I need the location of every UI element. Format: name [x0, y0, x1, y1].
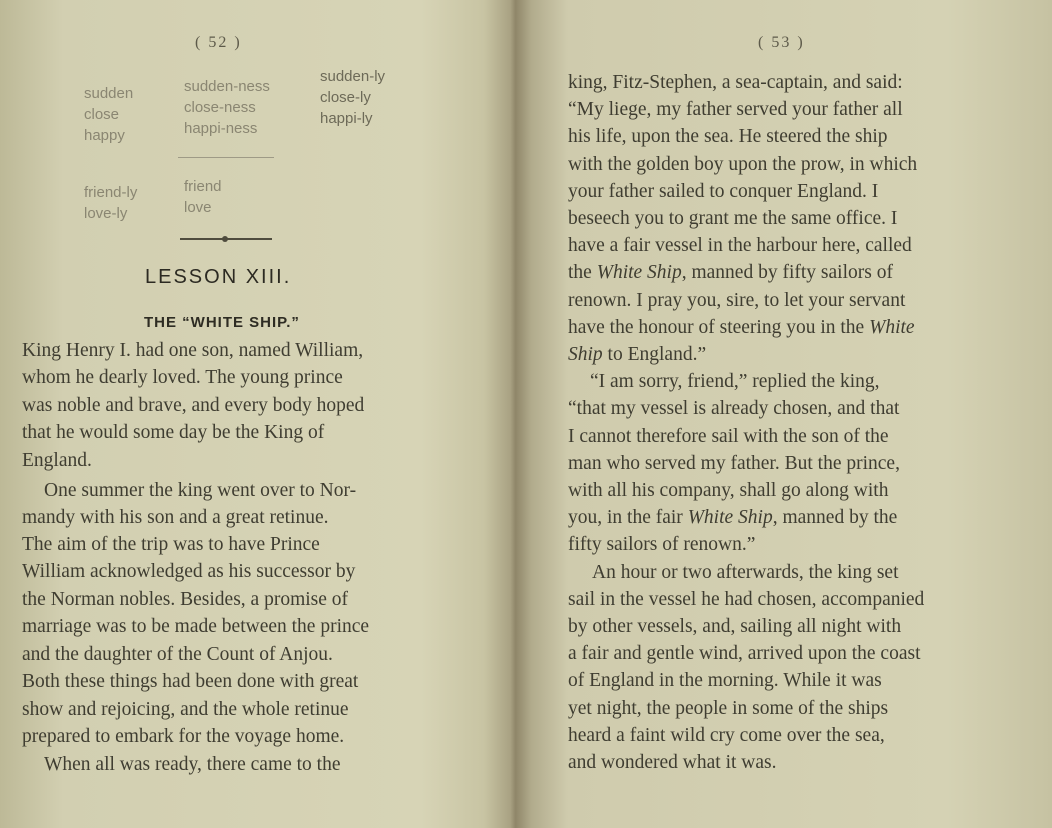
word: close-ness [184, 99, 256, 116]
text-line [568, 670, 882, 692]
word-list-column [84, 182, 137, 224]
text-line [568, 262, 893, 284]
text-line [568, 290, 905, 312]
word: close-ly [320, 89, 371, 106]
text-span: “I am sorry, friend,” replied the king, [590, 371, 880, 393]
text-line [568, 698, 888, 720]
text-span: , manned by the [772, 507, 898, 529]
word-list-column [184, 76, 270, 139]
text-line [568, 208, 897, 230]
text-span: by other vessels, and, sailing all night with [568, 616, 902, 637]
text-span: the [568, 262, 597, 284]
text-span: I cannot therefore sail with the son of the [568, 425, 889, 447]
word: close [84, 106, 120, 123]
text-line [568, 752, 776, 774]
text-span: of England in the morning. While it was [568, 670, 882, 692]
text-line: King Henry I. had one son, named William, [22, 340, 364, 361]
text-line [568, 235, 912, 257]
text-line: When all was ready, there came to the [44, 754, 341, 775]
text-line [568, 154, 917, 176]
word: love-ly [84, 205, 128, 222]
italic-text: Ship [568, 344, 603, 365]
right-page [520, 0, 1052, 828]
text-line [568, 643, 921, 665]
text-line: prepared to embark for the voyage home. [22, 726, 345, 747]
page-number: ( 53 ) [758, 34, 805, 51]
italic-text: White Ship [687, 507, 773, 529]
text-span: and wondered what it was. [568, 752, 777, 773]
text-span: “My liege, my father served your father all [568, 99, 903, 121]
text-line: and the daughter of the Count of Anjou. [22, 644, 333, 665]
word: happy [84, 127, 125, 144]
word: sudden-ness [184, 78, 270, 95]
text-span: “that my vessel is already chosen, and that [568, 398, 900, 420]
text-line: whom he dearly loved. The young prince [22, 367, 343, 388]
word: love [184, 199, 212, 216]
text-span: yet night, the people in some of the ships [568, 697, 889, 719]
text-span: your father sailed to conquer England. I [568, 180, 879, 202]
text-line [568, 344, 706, 366]
left-page [0, 0, 500, 828]
text-line [568, 534, 755, 556]
text-span: beseech you to grant me the same office. I [568, 208, 898, 229]
text-span: sail in the vessel he had chosen, accompanied [568, 588, 925, 610]
text-span: his life, upon the sea. He steered the ship [568, 126, 888, 148]
word: happi-ness [184, 120, 258, 137]
text-line [568, 480, 888, 502]
text-line [568, 72, 903, 94]
text-line [568, 589, 924, 611]
text-span: renown. I pray you, sire, to let your servant [568, 289, 906, 311]
text-span: king, Fitz-Stephen, a sea-captain, and said: [568, 72, 903, 93]
text-line: One summer the king went over to Nor- [44, 480, 357, 501]
word-list-column [84, 83, 133, 146]
text-line: mandy with his son and a great retinue. [22, 507, 329, 528]
italic-text: White Ship [596, 262, 682, 284]
text-line [568, 426, 889, 448]
text-line [592, 562, 899, 584]
divider [178, 157, 274, 158]
text-line [568, 317, 915, 339]
text-line [568, 398, 899, 420]
word: happi-ly [320, 110, 373, 127]
lesson-title: LESSON XIII. [145, 266, 292, 288]
word: friend [184, 178, 222, 195]
text-line: marriage was to be made between the prince [22, 616, 370, 637]
text-line: the Norman nobles. Besides, a promise of [22, 589, 349, 610]
text-line [568, 507, 897, 529]
text-line: England. [22, 450, 92, 471]
word-list-column [184, 176, 222, 218]
text-span: to England.” [602, 344, 707, 365]
word: sudden-ly [320, 68, 386, 85]
text-line: The aim of the trip was to have Prince [22, 534, 320, 555]
text-line: William acknowledged as his successor by [22, 561, 356, 582]
word: sudden [84, 85, 134, 102]
page-number: ( 52 ) [195, 34, 242, 51]
text-line [568, 126, 888, 148]
text-line [590, 371, 880, 393]
text-span: heard a faint wild cry come over the sea, [568, 724, 885, 746]
text-span: have a fair vessel in the harbour here, called [568, 235, 912, 257]
text-span: have the honour of steering you in the [568, 316, 870, 338]
text-line [568, 725, 885, 747]
text-span: , manned by fifty sailors of [681, 262, 893, 284]
text-span: a fair and gentle wind, arrived upon the coast [568, 643, 921, 665]
text-line [568, 453, 900, 475]
text-span: man who served my father. But the prince, [568, 452, 900, 474]
text-span: with all his company, shall go along with [568, 480, 889, 501]
ornamental-divider [180, 238, 272, 240]
text-span: An hour or two afterwards, the king set [592, 561, 899, 583]
text-line: Both these things had been done with great [22, 671, 359, 692]
text-span: fifty sailors of renown.” [568, 534, 756, 556]
text-line: was noble and brave, and every body hoped [22, 395, 365, 416]
text-span: you, in the fair [568, 507, 688, 529]
text-line [568, 181, 878, 203]
lesson-subtitle: THE “WHITE SHIP.” [144, 314, 300, 331]
text-line: that he would some day be the King of [22, 422, 325, 443]
word-list-column [320, 66, 385, 129]
word: friend-ly [84, 184, 138, 201]
text-line [568, 616, 901, 638]
text-span: with the golden boy upon the prow, in which [568, 153, 918, 175]
italic-text: White [869, 316, 915, 338]
text-line: show and rejoicing, and the whole retinue [22, 699, 349, 720]
text-line [568, 99, 903, 121]
